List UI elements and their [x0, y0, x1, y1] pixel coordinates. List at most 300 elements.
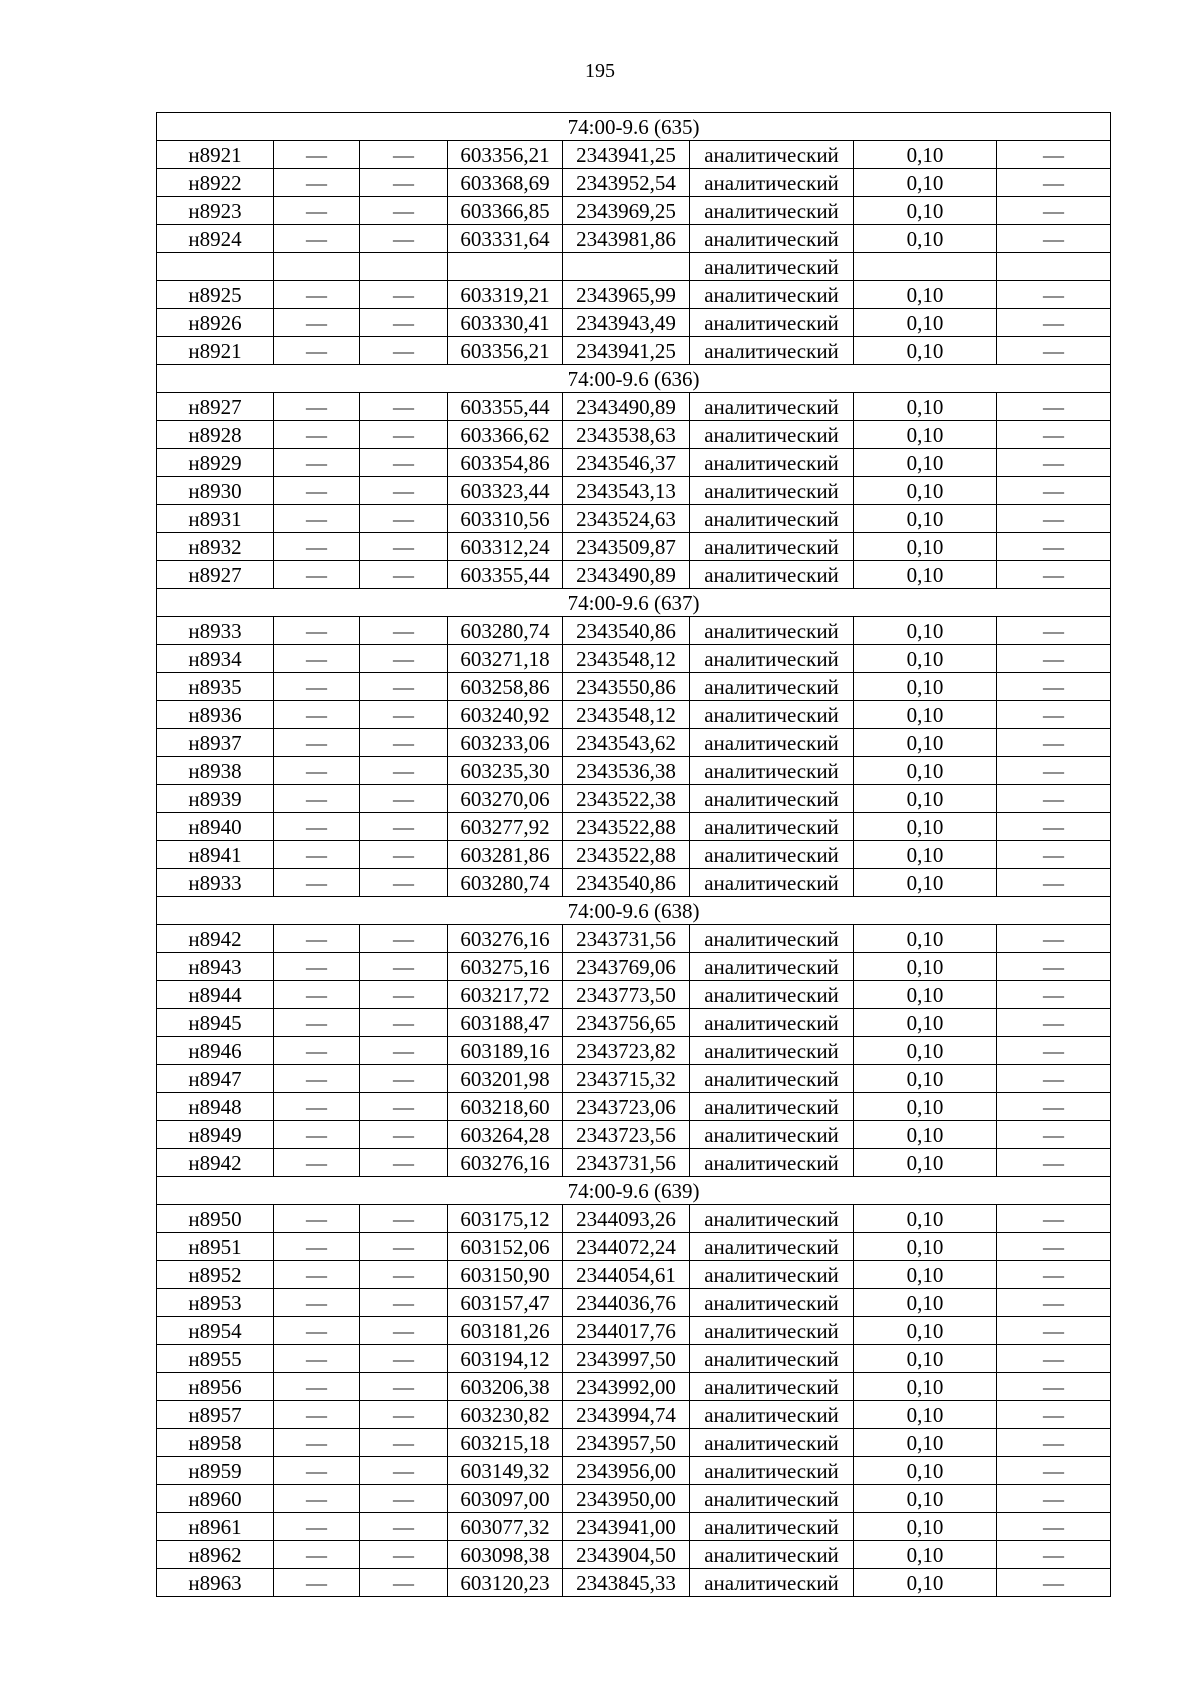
cell-accuracy: 0,10	[854, 1065, 997, 1093]
cell-point-name: н8956	[157, 1373, 274, 1401]
cell-point-name: н8941	[157, 841, 274, 869]
cell-coord-y: 2343490,89	[563, 561, 690, 589]
cell-method: аналитический	[690, 1093, 854, 1121]
cell-method: аналитический	[690, 1373, 854, 1401]
cell-old-x: —	[274, 1569, 360, 1597]
cell-old-x: —	[274, 673, 360, 701]
cell-accuracy: 0,10	[854, 1345, 997, 1373]
cell-method: аналитический	[690, 1037, 854, 1065]
cell-old-y: —	[360, 869, 448, 897]
cell-old-x: —	[274, 1429, 360, 1457]
section-header-row	[157, 1177, 1111, 1205]
cell-method: аналитический	[690, 1541, 854, 1569]
cell-old-x	[274, 253, 360, 281]
cell-coord-x: 603276,16	[448, 925, 563, 953]
cell-accuracy: 0,10	[854, 309, 997, 337]
cell-method: аналитический	[690, 1065, 854, 1093]
cell-description: —	[997, 393, 1111, 421]
page-number: 195	[585, 60, 615, 82]
cell-point-name: н8925	[157, 281, 274, 309]
cell-old-y: —	[360, 1289, 448, 1317]
cell-old-y: —	[360, 1345, 448, 1373]
cell-point-name: н8936	[157, 701, 274, 729]
table-row	[157, 169, 1111, 197]
cell-method: аналитический	[690, 141, 854, 169]
cell-old-x: —	[274, 645, 360, 673]
cell-coord-x: 603264,28	[448, 1121, 563, 1149]
cell-coord-y: 2343524,63	[563, 505, 690, 533]
cell-description: —	[997, 1065, 1111, 1093]
cell-coord-y: 2343540,86	[563, 869, 690, 897]
cell-coord-y: 2343509,87	[563, 533, 690, 561]
cell-coord-y: 2343952,54	[563, 169, 690, 197]
cell-old-x: —	[274, 1401, 360, 1429]
cell-accuracy: 0,10	[854, 1373, 997, 1401]
table-row	[157, 281, 1111, 309]
cell-description: —	[997, 701, 1111, 729]
cell-coord-x: 603281,86	[448, 841, 563, 869]
cell-method: аналитический	[690, 1569, 854, 1597]
cell-old-x: —	[274, 1233, 360, 1261]
cell-old-y: —	[360, 1093, 448, 1121]
cell-coord-x: 603319,21	[448, 281, 563, 309]
cell-old-y: —	[360, 393, 448, 421]
section-header-row	[157, 113, 1111, 141]
table-row	[157, 701, 1111, 729]
cell-description: —	[997, 1373, 1111, 1401]
cell-coord-x: 603280,74	[448, 869, 563, 897]
cell-description: —	[997, 953, 1111, 981]
cell-method: аналитический	[690, 253, 854, 281]
cell-point-name	[157, 253, 274, 281]
cell-old-x: —	[274, 1317, 360, 1345]
cell-method: аналитический	[690, 561, 854, 589]
cell-coord-y: 2343723,56	[563, 1121, 690, 1149]
table-row	[157, 561, 1111, 589]
cell-point-name: н8947	[157, 1065, 274, 1093]
section-title: 74:00-9.6 (639)	[157, 1177, 1111, 1205]
cell-old-x: —	[274, 505, 360, 533]
cell-accuracy: 0,10	[854, 225, 997, 253]
cell-coord-y: 2344036,76	[563, 1289, 690, 1317]
cell-coord-y: 2343981,86	[563, 225, 690, 253]
cell-point-name: н8939	[157, 785, 274, 813]
cell-point-name: н8952	[157, 1261, 274, 1289]
cell-method: аналитический	[690, 309, 854, 337]
cell-coord-x: 603181,26	[448, 1317, 563, 1345]
cell-point-name: н8935	[157, 673, 274, 701]
cell-accuracy: 0,10	[854, 1429, 997, 1457]
cell-old-y: —	[360, 141, 448, 169]
cell-description: —	[997, 1485, 1111, 1513]
cell-coord-y: 2343543,13	[563, 477, 690, 505]
cell-method: аналитический	[690, 701, 854, 729]
cell-accuracy: 0,10	[854, 505, 997, 533]
cell-old-x: —	[274, 841, 360, 869]
cell-method: аналитический	[690, 869, 854, 897]
cell-coord-x: 603356,21	[448, 141, 563, 169]
cell-accuracy: 0,10	[854, 533, 997, 561]
section-title: 74:00-9.6 (635)	[157, 113, 1111, 141]
cell-method: аналитический	[690, 1261, 854, 1289]
cell-point-name: н8951	[157, 1233, 274, 1261]
cell-accuracy: 0,10	[854, 197, 997, 225]
cell-old-y: —	[360, 225, 448, 253]
cell-method: аналитический	[690, 645, 854, 673]
cell-old-x: —	[274, 617, 360, 645]
cell-description: —	[997, 197, 1111, 225]
cell-coord-x: 603280,74	[448, 617, 563, 645]
cell-accuracy: 0,10	[854, 1289, 997, 1317]
cell-old-y: —	[360, 1149, 448, 1177]
cell-description: —	[997, 449, 1111, 477]
cell-description: —	[997, 1289, 1111, 1317]
cell-old-x: —	[274, 477, 360, 505]
cell-coord-y: 2343536,38	[563, 757, 690, 785]
table-row	[157, 757, 1111, 785]
cell-old-x: —	[274, 449, 360, 477]
cell-old-x: —	[274, 1205, 360, 1233]
cell-accuracy: 0,10	[854, 449, 997, 477]
cell-coord-y: 2343769,06	[563, 953, 690, 981]
cell-accuracy: 0,10	[854, 141, 997, 169]
cell-description: —	[997, 141, 1111, 169]
table-row	[157, 253, 1111, 281]
cell-coord-x: 603356,21	[448, 337, 563, 365]
cell-coord-x: 603150,90	[448, 1261, 563, 1289]
cell-description: —	[997, 1541, 1111, 1569]
cell-coord-y: 2343992,00	[563, 1373, 690, 1401]
cell-coord-y: 2344093,26	[563, 1205, 690, 1233]
coordinates-table	[156, 112, 1111, 1597]
cell-old-x: —	[274, 981, 360, 1009]
table-row	[157, 841, 1111, 869]
cell-old-x: —	[274, 169, 360, 197]
cell-old-y: —	[360, 813, 448, 841]
cell-coord-x	[448, 253, 563, 281]
table-row	[157, 1485, 1111, 1513]
cell-coord-y: 2343997,50	[563, 1345, 690, 1373]
cell-accuracy: 0,10	[854, 1037, 997, 1065]
section-title: 74:00-9.6 (637)	[157, 589, 1111, 617]
cell-point-name: н8944	[157, 981, 274, 1009]
cell-point-name: н8954	[157, 1317, 274, 1345]
cell-point-name: н8937	[157, 729, 274, 757]
cell-old-x: —	[274, 1485, 360, 1513]
cell-description: —	[997, 1205, 1111, 1233]
cell-old-y: —	[360, 1317, 448, 1345]
cell-accuracy: 0,10	[854, 841, 997, 869]
cell-accuracy: 0,10	[854, 1401, 997, 1429]
cell-old-y: —	[360, 981, 448, 1009]
cell-method: аналитический	[690, 1121, 854, 1149]
cell-description: —	[997, 1121, 1111, 1149]
cell-old-y: —	[360, 477, 448, 505]
cell-old-y	[360, 253, 448, 281]
cell-method: аналитический	[690, 1149, 854, 1177]
cell-coord-y: 2343957,50	[563, 1429, 690, 1457]
cell-method: аналитический	[690, 1429, 854, 1457]
table-row	[157, 393, 1111, 421]
table-row	[157, 1345, 1111, 1373]
cell-coord-x: 603188,47	[448, 1009, 563, 1037]
cell-method: аналитический	[690, 1401, 854, 1429]
cell-method: аналитический	[690, 953, 854, 981]
cell-accuracy: 0,10	[854, 1009, 997, 1037]
cell-old-y: —	[360, 841, 448, 869]
cell-old-y: —	[360, 169, 448, 197]
cell-old-x: —	[274, 1373, 360, 1401]
cell-old-y: —	[360, 449, 448, 477]
table-row	[157, 925, 1111, 953]
cell-coord-y: 2343723,82	[563, 1037, 690, 1065]
cell-accuracy: 0,10	[854, 1149, 997, 1177]
cell-coord-y: 2343941,00	[563, 1513, 690, 1541]
table-row	[157, 673, 1111, 701]
cell-description: —	[997, 981, 1111, 1009]
cell-point-name: н8957	[157, 1401, 274, 1429]
cell-point-name: н8946	[157, 1037, 274, 1065]
cell-method: аналитический	[690, 841, 854, 869]
cell-point-name: н8942	[157, 1149, 274, 1177]
cell-old-x: —	[274, 421, 360, 449]
cell-coord-x: 603120,23	[448, 1569, 563, 1597]
cell-coord-x: 603271,18	[448, 645, 563, 673]
cell-coord-x: 603077,32	[448, 1513, 563, 1541]
cell-coord-y: 2343550,86	[563, 673, 690, 701]
cell-method: аналитический	[690, 421, 854, 449]
cell-description: —	[997, 1345, 1111, 1373]
cell-point-name: н8959	[157, 1457, 274, 1485]
cell-old-x: —	[274, 1457, 360, 1485]
cell-method: аналитический	[690, 169, 854, 197]
cell-old-x: —	[274, 393, 360, 421]
cell-method: аналитический	[690, 1457, 854, 1485]
cell-old-y: —	[360, 561, 448, 589]
cell-accuracy: 0,10	[854, 1485, 997, 1513]
cell-point-name: н8927	[157, 561, 274, 589]
cell-old-x: —	[274, 729, 360, 757]
cell-coord-y: 2343540,86	[563, 617, 690, 645]
cell-old-y: —	[360, 1513, 448, 1541]
cell-coord-y: 2343522,88	[563, 813, 690, 841]
cell-accuracy: 0,10	[854, 1093, 997, 1121]
cell-description: —	[997, 729, 1111, 757]
cell-description: —	[997, 309, 1111, 337]
table-row	[157, 869, 1111, 897]
cell-coord-y: 2343969,25	[563, 197, 690, 225]
cell-coord-y: 2343773,50	[563, 981, 690, 1009]
cell-old-y: —	[360, 337, 448, 365]
cell-old-y: —	[360, 757, 448, 785]
table-row	[157, 337, 1111, 365]
cell-old-x: —	[274, 281, 360, 309]
cell-old-y: —	[360, 1065, 448, 1093]
cell-accuracy: 0,10	[854, 1121, 997, 1149]
cell-point-name: н8927	[157, 393, 274, 421]
cell-coord-y: 2343845,33	[563, 1569, 690, 1597]
cell-point-name: н8938	[157, 757, 274, 785]
cell-method: аналитический	[690, 477, 854, 505]
cell-accuracy: 0,10	[854, 477, 997, 505]
cell-accuracy: 0,10	[854, 729, 997, 757]
cell-description: —	[997, 1513, 1111, 1541]
cell-point-name: н8923	[157, 197, 274, 225]
cell-coord-x: 603331,64	[448, 225, 563, 253]
cell-method: аналитический	[690, 1009, 854, 1037]
cell-coord-y: 2343548,12	[563, 701, 690, 729]
cell-coord-y: 2343941,25	[563, 141, 690, 169]
cell-point-name: н8933	[157, 617, 274, 645]
cell-description: —	[997, 1149, 1111, 1177]
cell-coord-x: 603323,44	[448, 477, 563, 505]
table-row	[157, 617, 1111, 645]
cell-old-x: —	[274, 1065, 360, 1093]
table-row	[157, 1149, 1111, 1177]
cell-old-y: —	[360, 1429, 448, 1457]
cell-old-y: —	[360, 925, 448, 953]
cell-coord-x: 603276,16	[448, 1149, 563, 1177]
cell-description: —	[997, 225, 1111, 253]
cell-coord-y: 2343904,50	[563, 1541, 690, 1569]
cell-point-name: н8933	[157, 869, 274, 897]
cell-old-x: —	[274, 701, 360, 729]
cell-old-x: —	[274, 1121, 360, 1149]
cell-coord-y: 2343546,37	[563, 449, 690, 477]
cell-coord-x: 603189,16	[448, 1037, 563, 1065]
section-header-row	[157, 365, 1111, 393]
cell-coord-x: 603366,62	[448, 421, 563, 449]
cell-method: аналитический	[690, 1289, 854, 1317]
cell-coord-x: 603217,72	[448, 981, 563, 1009]
cell-old-x: —	[274, 1541, 360, 1569]
cell-old-x: —	[274, 925, 360, 953]
cell-accuracy: 0,10	[854, 645, 997, 673]
cell-description: —	[997, 785, 1111, 813]
cell-point-name: н8922	[157, 169, 274, 197]
cell-description: —	[997, 1233, 1111, 1261]
cell-accuracy: 0,10	[854, 813, 997, 841]
table-row	[157, 1009, 1111, 1037]
cell-coord-x: 603098,38	[448, 1541, 563, 1569]
cell-description: —	[997, 533, 1111, 561]
table-row	[157, 309, 1111, 337]
cell-coord-x: 603355,44	[448, 393, 563, 421]
cell-old-y: —	[360, 645, 448, 673]
cell-coord-x: 603366,85	[448, 197, 563, 225]
cell-coord-x: 603233,06	[448, 729, 563, 757]
cell-old-y: —	[360, 1485, 448, 1513]
cell-method: аналитический	[690, 225, 854, 253]
cell-old-x: —	[274, 813, 360, 841]
cell-description	[997, 253, 1111, 281]
cell-description: —	[997, 281, 1111, 309]
table-row	[157, 1261, 1111, 1289]
cell-coord-x: 603230,82	[448, 1401, 563, 1429]
cell-accuracy: 0,10	[854, 561, 997, 589]
cell-accuracy: 0,10	[854, 701, 997, 729]
cell-point-name: н8934	[157, 645, 274, 673]
cell-method: аналитический	[690, 337, 854, 365]
cell-coord-y: 2343723,06	[563, 1093, 690, 1121]
cell-coord-y: 2343950,00	[563, 1485, 690, 1513]
cell-point-name: н8926	[157, 309, 274, 337]
cell-accuracy: 0,10	[854, 1317, 997, 1345]
cell-old-x: —	[274, 561, 360, 589]
cell-coord-y: 2343956,00	[563, 1457, 690, 1485]
cell-point-name: н8958	[157, 1429, 274, 1457]
cell-coord-x: 603194,12	[448, 1345, 563, 1373]
cell-accuracy: 0,10	[854, 169, 997, 197]
cell-description: —	[997, 617, 1111, 645]
cell-coord-x: 603312,24	[448, 533, 563, 561]
cell-old-y: —	[360, 1121, 448, 1149]
cell-description: —	[997, 421, 1111, 449]
cell-description: —	[997, 1009, 1111, 1037]
table-row	[157, 449, 1111, 477]
cell-method: аналитический	[690, 1345, 854, 1373]
cell-coord-y	[563, 253, 690, 281]
cell-coord-x: 603368,69	[448, 169, 563, 197]
cell-old-y: —	[360, 1569, 448, 1597]
cell-coord-y: 2343943,49	[563, 309, 690, 337]
cell-accuracy: 0,10	[854, 1569, 997, 1597]
table-row	[157, 533, 1111, 561]
cell-coord-y: 2343941,25	[563, 337, 690, 365]
table-row	[157, 197, 1111, 225]
cell-coord-x: 603152,06	[448, 1233, 563, 1261]
cell-old-y: —	[360, 701, 448, 729]
cell-method: аналитический	[690, 673, 854, 701]
cell-description: —	[997, 1429, 1111, 1457]
cell-old-y: —	[360, 1457, 448, 1485]
cell-old-y: —	[360, 1541, 448, 1569]
cell-old-x: —	[274, 533, 360, 561]
cell-coord-y: 2343756,65	[563, 1009, 690, 1037]
table-row	[157, 421, 1111, 449]
table-row	[157, 645, 1111, 673]
cell-point-name: н8950	[157, 1205, 274, 1233]
table-row	[157, 1065, 1111, 1093]
cell-description: —	[997, 1457, 1111, 1485]
cell-description: —	[997, 757, 1111, 785]
table-row	[157, 729, 1111, 757]
cell-accuracy: 0,10	[854, 925, 997, 953]
cell-description: —	[997, 1401, 1111, 1429]
cell-old-y: —	[360, 533, 448, 561]
cell-old-y: —	[360, 281, 448, 309]
cell-point-name: н8940	[157, 813, 274, 841]
cell-point-name: н8924	[157, 225, 274, 253]
table-row	[157, 813, 1111, 841]
cell-description: —	[997, 337, 1111, 365]
cell-coord-x: 603235,30	[448, 757, 563, 785]
cell-description: —	[997, 1093, 1111, 1121]
cell-point-name: н8949	[157, 1121, 274, 1149]
cell-method: аналитический	[690, 813, 854, 841]
cell-coord-y: 2343731,56	[563, 925, 690, 953]
table-row	[157, 1513, 1111, 1541]
cell-old-x: —	[274, 309, 360, 337]
cell-old-x: —	[274, 869, 360, 897]
table-row	[157, 505, 1111, 533]
table-row	[157, 477, 1111, 505]
cell-coord-y: 2343994,74	[563, 1401, 690, 1429]
table-row	[157, 1037, 1111, 1065]
section-title: 74:00-9.6 (636)	[157, 365, 1111, 393]
cell-old-y: —	[360, 505, 448, 533]
cell-coord-y: 2343548,12	[563, 645, 690, 673]
